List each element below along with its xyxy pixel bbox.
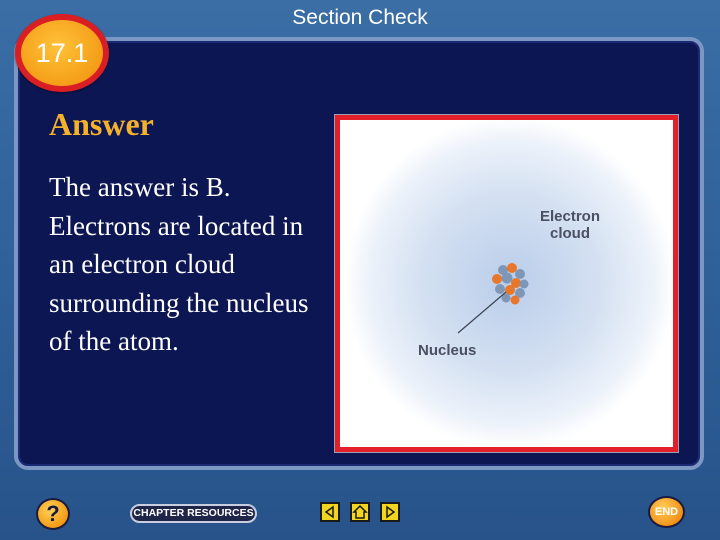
house-icon [352, 504, 368, 520]
electron-cloud-label-line2: cloud [550, 225, 590, 242]
section-title: Section Check [292, 6, 428, 29]
next-button[interactable] [380, 502, 400, 522]
previous-button[interactable] [320, 502, 340, 522]
atom-figure [335, 115, 678, 452]
end-button[interactable]: END [648, 496, 685, 528]
home-button[interactable] [350, 502, 370, 522]
answer-text: The answer is B. Electrons are located in an electron cloud surrounding the nucleus of the atom. [49, 172, 309, 356]
section-number-badge [15, 14, 109, 92]
question-mark-icon: ? [46, 501, 60, 526]
electron-cloud-label-line1: Electron [539, 208, 601, 225]
help-button[interactable] [36, 498, 70, 530]
triangle-left-icon [322, 504, 338, 520]
triangle-right-icon [382, 504, 398, 520]
nucleus-label: Nucleus [418, 342, 477, 359]
atom-diagram [340, 120, 673, 447]
answer-heading: Answer [49, 106, 154, 142]
chapter-resources-button[interactable]: CHAPTER RESOURCES [130, 504, 257, 523]
electron-cloud [344, 120, 673, 447]
section-number: 17.1 [21, 20, 103, 86]
